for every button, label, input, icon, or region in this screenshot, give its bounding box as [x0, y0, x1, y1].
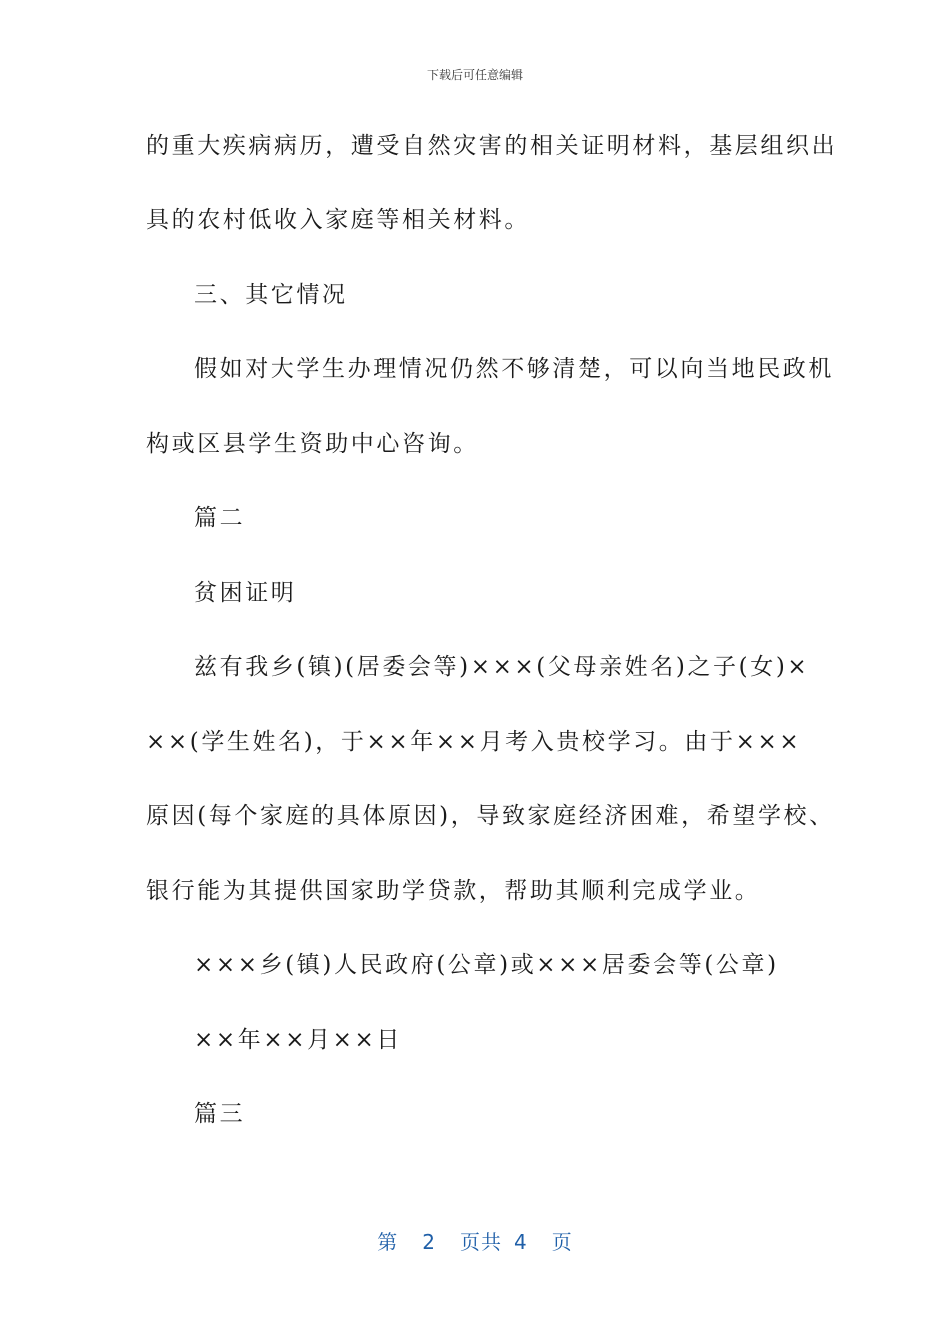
signature-line: ×××乡(镇)人民政府(公章)或×××居委会等(公章) [194, 952, 779, 978]
document-title: 贫困证明 [194, 580, 297, 606]
footer-middle: 页共 [460, 1230, 502, 1254]
total-page-number: 4 [514, 1230, 528, 1254]
current-page-number: 2 [422, 1230, 436, 1254]
section-heading: 三、其它情况 [194, 282, 348, 308]
header-note: 下载后可任意编辑 [426, 68, 523, 82]
body-line: 假如对大学生办理情况仍然不够清楚，可以向当地民政机 [194, 356, 834, 382]
body-line: 兹有我乡(镇)(居委会等)×××(父母亲姓名)之子(女)× [194, 654, 810, 680]
section-heading: 篇二 [194, 505, 246, 531]
body-line: 具的农村低收入家庭等相关材料。 [146, 207, 530, 233]
body-line: 原因(每个家庭的具体原因)，导致家庭经济困难，希望学校、 [146, 803, 835, 829]
footer-suffix: 页 [551, 1230, 573, 1254]
body-line: 的重大疾病病历，遭受自然灾害的相关证明材料，基层组织出 [146, 133, 838, 159]
body-line: 银行能为其提供国家助学贷款，帮助其顺利完成学业。 [146, 878, 761, 904]
body-line: ××(学生姓名)，于××年××月考入贵校学习。由于××× [146, 729, 802, 755]
footer-prefix: 第 [377, 1230, 399, 1254]
page-footer [0, 1226, 950, 1255]
body-line: 构或区县学生资助中心咨询。 [146, 431, 479, 457]
date-line: ××年××月××日 [194, 1027, 403, 1053]
section-heading: 篇三 [194, 1101, 246, 1127]
